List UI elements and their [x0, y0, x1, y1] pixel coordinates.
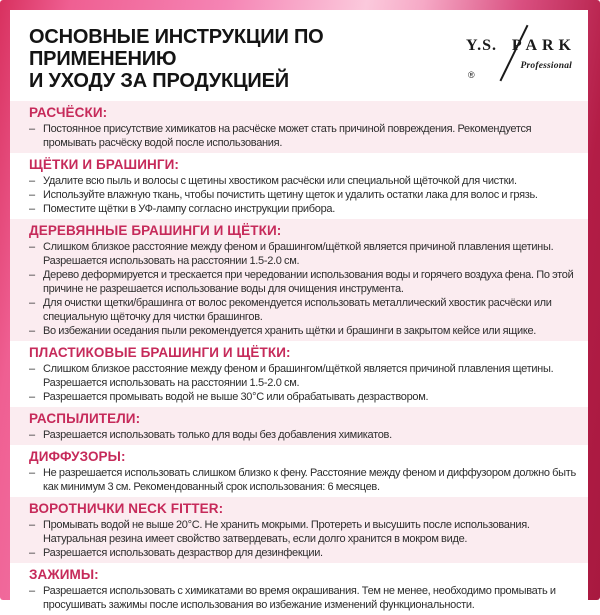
list-item: – Для очистки щетки/брашинга от волос рекомендуется использовать металлический хвостик расчёски или специальную щёточку для чистки брашингов.: [29, 296, 578, 324]
list-item: – Разрешается промывать водой не выше 30°С или обрабатывать дезраствором.: [29, 390, 578, 404]
section-title: ВОРОТНИЧКИ NECK FITTER:: [29, 501, 224, 516]
section-title: ЗАЖИМЫ:: [29, 567, 99, 582]
section-clips: [10, 563, 588, 615]
list-item: – Во избежании оседания пыли рекомендуется хранить щётки и брашинги в закрытом кейсе или ящике.: [29, 324, 578, 338]
list-item: – Используйте влажную ткань, чтобы почистить щетину щеток и удалить остатки лака для волос и грязь.: [29, 188, 578, 202]
section-list: [29, 122, 578, 150]
section-title: ДИФФУЗОРЫ:: [29, 449, 126, 464]
logo-ys-text: Y.S.: [466, 37, 497, 54]
list-item: – Дерево деформируется и трескается при чередовании использования воды и горячего воздуха фена. По этой причине не разрешается использование воды для очищения инструмента.: [29, 268, 578, 296]
page-title-line1: ОСНОВНЫЕ ИНСТРУКЦИИ ПО ПРИМЕНЕНИЮ: [29, 26, 324, 70]
list-item: – Постоянное присутствие химикатов на расчёске может стать причиной повреждения. Рекомендуется промывать расчёску водой после использования.: [29, 122, 578, 150]
section-list: [29, 174, 578, 216]
section-wooden-brushes: [10, 219, 588, 341]
section-list: [29, 466, 578, 494]
logo-park-text: PARK: [511, 37, 576, 54]
section-list: [29, 428, 578, 442]
section-diffusers: [10, 445, 588, 497]
list-item: – Поместите щётки в УФ-лампу согласно инструкции прибора.: [29, 202, 578, 216]
document-body: [10, 10, 588, 611]
list-item: – Слишком близкое расстояние между феном и брашингом/щёткой является причиной плавления щетины. Разрешается использовать на расстоянии 1.5-2.0 см.: [29, 240, 578, 268]
section-list: [29, 518, 578, 560]
section-title: РАСПЫЛИТЕЛИ:: [29, 411, 141, 426]
section-title: ДЕРЕВЯННЫЕ БРАШИНГИ И ЩЁТКИ:: [29, 223, 282, 238]
list-item: – Удалите всю пыль и волосы с щетины хвостиком расчёски или специальной щёточкой для чистки.: [29, 174, 578, 188]
section-brushes: [10, 153, 588, 219]
page-title-line2: И УХОДУ ЗА ПРОДУКЦИЕЙ: [29, 70, 289, 92]
page-title: [29, 26, 458, 92]
list-item: – Слишком близкое расстояние между феном и брашингом/щёткой является причиной плавления щетины. Разрешается использовать на расстоянии 1.5-2.0 см.: [29, 362, 578, 390]
section-sprayers: [10, 407, 588, 445]
section-plastic-brushes: [10, 341, 588, 407]
list-item: – Промывать водой не выше 20°С. Не хранить мокрыми. Протереть и высушить после использования. Натуральная резина имеет свойство затвердевать, если долго хранится в мокром виде.: [29, 518, 578, 546]
document-header: [10, 10, 588, 101]
section-title: РАСЧЁСКИ:: [29, 105, 108, 120]
section-list: [29, 584, 578, 612]
list-item: – Разрешается использовать дезраствор для дезинфекции.: [29, 546, 578, 560]
section-list: [29, 362, 578, 404]
list-item: – Разрешается использовать только для воды без добавления химикатов.: [29, 428, 578, 442]
logo-professional-text: Professional: [520, 61, 572, 71]
list-item: – Не разрешается использовать слишком близко к фену. Расстояние между феном и диффузором должно быть как минимум 3 см. Рекомендованный срок использования: 6 месяцев.: [29, 466, 578, 494]
section-title: ЩЁТКИ И БРАШИНГИ:: [29, 157, 180, 172]
section-title: ПЛАСТИКОВЫЕ БРАШИНГИ И ЩЁТКИ:: [29, 345, 291, 360]
section-combs: [10, 101, 588, 153]
ys-park-logo: [466, 28, 576, 82]
registered-trademark-icon: ®: [468, 70, 475, 80]
section-list: [29, 240, 578, 338]
section-neck-fitter: [10, 497, 588, 563]
list-item: – Разрешается использовать с химикатами во время окрашивания. Тем не менее, необходимо промывать и просушивать зажимы после использования во избежание изменений функциональности.: [29, 584, 578, 612]
